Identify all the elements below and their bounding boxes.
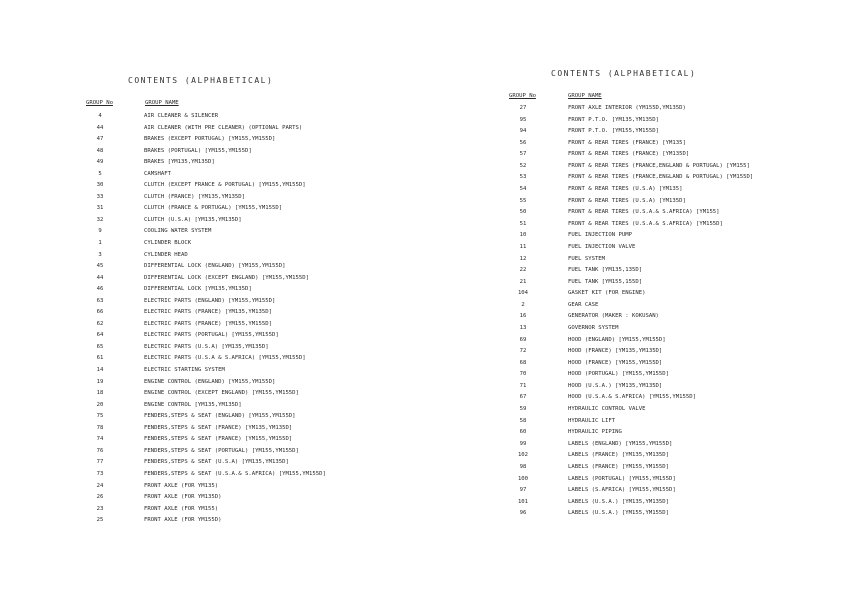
group-number: 3 (98, 251, 102, 258)
group-name: ENGINE CONTROL (EXCEPT ENGLAND) [YM155,YM155D] (144, 390, 299, 397)
group-number: 47 (96, 136, 104, 143)
group-name: AIR CLEANER & SILENCER (144, 113, 219, 119)
group-number: 23 (96, 505, 104, 512)
group-name: FRONT & REAR TIRES (FRANCE,ENGLAND & PORTUGAL) [YM155] (568, 162, 750, 169)
group-name: FRONT AXLE (FOR YM135) (144, 482, 219, 489)
group-name: ELECTRIC PARTS (FRANCE) [YM155,YM155D] (144, 320, 272, 327)
group-number: 31 (96, 205, 104, 212)
group-number: 14 (96, 367, 104, 374)
group-name: FRONT AXLE (FOR YM135D) (144, 494, 222, 501)
group-number: 69 (519, 336, 527, 343)
group-name: FUEL INJECTION PUMP (568, 232, 632, 239)
group-name: CAMSHAFT (144, 170, 171, 177)
group-name: HOOD (FRANCE) [YM135,YM135D] (568, 348, 663, 355)
group-name: FUEL TANK [YM155,155D] (568, 278, 643, 285)
group-number: 59 (519, 406, 527, 413)
group-number: 95 (519, 116, 527, 123)
group-name: LABELS (FRANCE) [YM155,YM155D] (568, 463, 670, 470)
group-number: 49 (96, 159, 104, 166)
group-name: FENDERS,STEPS & SEAT (U.S.A.& S.AFRICA) [YM155,YM155D] (144, 470, 326, 477)
group-number: 21 (519, 278, 527, 285)
group-number: 26 (96, 494, 104, 501)
group-name: HOOD (U.S.A.& S.AFRICA) [YM155,YM155D] (568, 394, 696, 401)
group-name: DIFFERENTIAL LOCK [YM135,YM135D] (144, 286, 252, 293)
group-name: FRONT & REAR TIRES (FRANCE) [YM135D] (568, 151, 690, 158)
group-number: 68 (519, 359, 527, 366)
group-name: LABELS (U.S.A.) [YM135,YM135D] (568, 498, 670, 505)
group-name: FUEL SYSTEM (568, 255, 606, 262)
group-name: HOOD (FRANCE) [YM155,YM155D] (568, 359, 663, 366)
group-number: 97 (519, 487, 527, 494)
group-name-header: GROUP NAME (568, 93, 602, 99)
group-name: FRONT P.T.O. [YM135,YM135D] (568, 116, 659, 123)
group-name: GASKET KIT (FOR ENGINE) (568, 290, 646, 297)
group-name: GOVERNOR SYSTEM (568, 324, 619, 331)
group-number: 32 (96, 216, 104, 223)
group-number: 33 (96, 193, 104, 200)
group-name: FRONT & REAR TIRES (U.S.A) [YM135] (568, 186, 683, 193)
group-number: 67 (519, 394, 527, 401)
group-name: ENGINE CONTROL [YM135,YM135D] (144, 401, 242, 408)
group-number: 76 (96, 447, 104, 454)
group-name: FRONT P.T.O. [YM155,YM155D] (568, 128, 659, 135)
group-number: 62 (96, 320, 104, 327)
group-name: BRAKES (PORTUGAL) [YM155,YM155D] (144, 147, 252, 154)
group-name: BRAKES (EXCEPT PORTUGAL) [YM155,YM155D] (144, 136, 276, 143)
group-name: HYDRAULIC LIFT (568, 417, 616, 424)
group-number: 22 (519, 267, 527, 274)
group-number: 55 (519, 197, 527, 204)
group-number: 18 (96, 390, 104, 397)
group-number: 50 (519, 209, 527, 216)
group-name: FRONT AXLE INTERIOR (YM155D,YM135D) (568, 105, 686, 111)
group-number: 100 (517, 475, 529, 482)
group-name: FRONT AXLE (FOR YM155D) (144, 517, 222, 524)
group-name: FRONT & REAR TIRES (FRANCE,ENGLAND & PORTUGAL) [YM155D] (568, 174, 754, 181)
group-name: HOOD (U.S.A.) [YM135,YM135D] (568, 382, 663, 389)
group-name: ELECTRIC PARTS (PORTUGAL) [YM155,YM155D] (144, 332, 279, 339)
group-number: 56 (519, 139, 527, 146)
group-name: FRONT & REAR TIRES (U.S.A) [YM135D] (568, 197, 686, 204)
group-name: HOOD (PORTUGAL) [YM155,YM155D] (568, 371, 670, 378)
group-name: FUEL TANK [YM135,135D] (568, 267, 643, 274)
group-name: GENERATOR (MAKER : KOKUSAN) (568, 313, 659, 320)
group-name: DIFFERENTIAL LOCK (ENGLAND) [YM155,YM155D] (144, 263, 286, 270)
group-number: 61 (96, 355, 104, 362)
group-number: 99 (519, 440, 527, 447)
group-number-header: GROUP No (86, 100, 113, 106)
group-name: CYLINDER BLOCK (144, 240, 192, 247)
group-number: 27 (519, 105, 527, 111)
group-name: HYDRAULIC CONTROL VALVE (568, 406, 646, 413)
group-number: 1 (98, 240, 102, 247)
group-number: 72 (519, 348, 527, 355)
group-number: 73 (96, 470, 104, 477)
group-name: FUEL INJECTION VALVE (568, 243, 636, 250)
group-name: GEAR CASE (568, 301, 599, 308)
group-name: COOLING WATER SYSTEM (144, 228, 212, 235)
group-name: LABELS (S.AFRICA) [YM155,YM155D] (568, 487, 676, 494)
group-name: FRONT & REAR TIRES (U.S.A.& S.AFRICA) [YM155] (568, 209, 720, 216)
group-number: 11 (519, 243, 527, 250)
group-number: 44 (96, 124, 104, 131)
group-name: FENDERS,STEPS & SEAT (ENGLAND) [YM155,YM155D] (144, 413, 296, 420)
group-number: 30 (96, 182, 104, 189)
group-number: 64 (96, 332, 104, 339)
group-name: CLUTCH (U.S.A) [YM135,YM135D] (144, 216, 242, 223)
group-name: HYDRAULIC PIPING (568, 429, 622, 436)
group-name: FRONT AXLE (FOR YM155) (144, 505, 219, 512)
group-number: 20 (96, 401, 104, 408)
group-name: HOOD (ENGLAND) [YM155,YM155D] (568, 336, 666, 343)
group-number: 63 (96, 297, 104, 304)
group-name: FENDERS,STEPS & SEAT (PORTUGAL) [YM155,YM155D] (144, 447, 299, 454)
group-number: 60 (519, 429, 527, 436)
group-number: 19 (96, 378, 104, 385)
group-name: LABELS (PORTUGAL) [YM155,YM155D] (568, 475, 676, 482)
group-number: 65 (96, 343, 104, 350)
group-name: FENDERS,STEPS & SEAT (U.S.A) [YM135,YM135D] (144, 459, 289, 466)
page-title: CONTENTS (ALPHABETICAL) (128, 76, 274, 85)
group-number: 102 (517, 452, 529, 459)
group-name: FENDERS,STEPS & SEAT (FRANCE) [YM155,YM155D] (144, 436, 293, 443)
group-name: ELECTRIC PARTS (FRANCE) [YM135,YM135D] (144, 309, 272, 316)
group-name: LABELS (FRANCE) [YM135,YM135D] (568, 452, 670, 459)
group-number: 96 (519, 510, 527, 517)
group-name: DIFFERENTIAL LOCK (EXCEPT ENGLAND) [YM155,YM155D] (144, 274, 310, 281)
group-name: BRAKES [YM135,YM135D] (144, 159, 215, 166)
group-number: 66 (96, 309, 104, 316)
group-number: 94 (519, 128, 527, 135)
group-number: 101 (517, 498, 529, 505)
group-number: 70 (519, 371, 527, 378)
group-number: 48 (96, 147, 104, 154)
group-number: 12 (519, 255, 527, 262)
group-number: 9 (98, 228, 102, 235)
group-number: 2 (521, 301, 525, 308)
group-name: AIR CLEANER (WITH PRE CLEANER) (OPTIONAL PARTS) (144, 124, 303, 131)
group-name-header: GROUP NAME (145, 100, 179, 106)
group-number: 78 (96, 424, 104, 431)
group-number: 77 (96, 459, 104, 466)
group-number: 74 (96, 436, 104, 443)
group-name: CYLINDER HEAD (144, 251, 188, 258)
group-name: FRONT & REAR TIRES (U.S.A.& S.AFRICA) [YM155D] (568, 220, 723, 227)
group-name: CLUTCH (FRANCE & PORTUGAL) [YM155,YM155D] (144, 205, 283, 212)
group-number: 75 (96, 413, 104, 420)
group-name: LABELS (U.S.A.) [YM155,YM155D] (568, 510, 670, 517)
group-number: 25 (96, 517, 104, 524)
group-number: 24 (96, 482, 104, 489)
group-name: ELECTRIC STARTING SYSTEM (144, 367, 225, 374)
group-number: 54 (519, 186, 527, 193)
group-name: FENDERS,STEPS & SEAT (FRANCE) [YM135,YM135D] (144, 424, 293, 431)
group-name: ENGINE CONTROL (ENGLAND) [YM155,YM155D] (144, 378, 276, 385)
group-number: 57 (519, 151, 527, 158)
group-number: 16 (519, 313, 527, 320)
group-number: 51 (519, 220, 527, 227)
group-name: ELECTRIC PARTS (ENGLAND) [YM155,YM155D] (144, 297, 276, 304)
group-number: 104 (517, 290, 529, 297)
group-number: 45 (96, 263, 104, 270)
group-name: CLUTCH (EXCEPT FRANCE & PORTUGAL) [YM155,YM155D] (144, 182, 306, 189)
group-number: 71 (519, 382, 527, 389)
group-name: ELECTRIC PARTS (U.S.A & S.AFRICA) [YM155,YM155D] (144, 355, 306, 362)
page-title: CONTENTS (ALPHABETICAL) (551, 69, 697, 78)
group-number: 44 (96, 274, 104, 281)
group-number: 5 (98, 170, 102, 177)
group-number: 58 (519, 417, 527, 424)
group-number: 10 (519, 232, 527, 239)
group-name: ELECTRIC PARTS (U.S.A) [YM135,YM135D] (144, 343, 269, 350)
group-name: CLUTCH (FRANCE) [YM135,YM135D] (144, 193, 246, 200)
group-name: FRONT & REAR TIRES (FRANCE) [YM135] (568, 139, 686, 146)
group-number: 46 (96, 286, 104, 293)
group-number: 53 (519, 174, 527, 181)
group-number: 4 (98, 113, 102, 119)
group-number-header: GROUP No (509, 93, 536, 99)
group-number: 98 (519, 463, 527, 470)
right-page (421, 0, 842, 596)
group-number: 13 (519, 324, 527, 331)
group-name: LABELS (ENGLAND) [YM155,YM155D] (568, 440, 673, 447)
group-number: 52 (519, 162, 527, 169)
